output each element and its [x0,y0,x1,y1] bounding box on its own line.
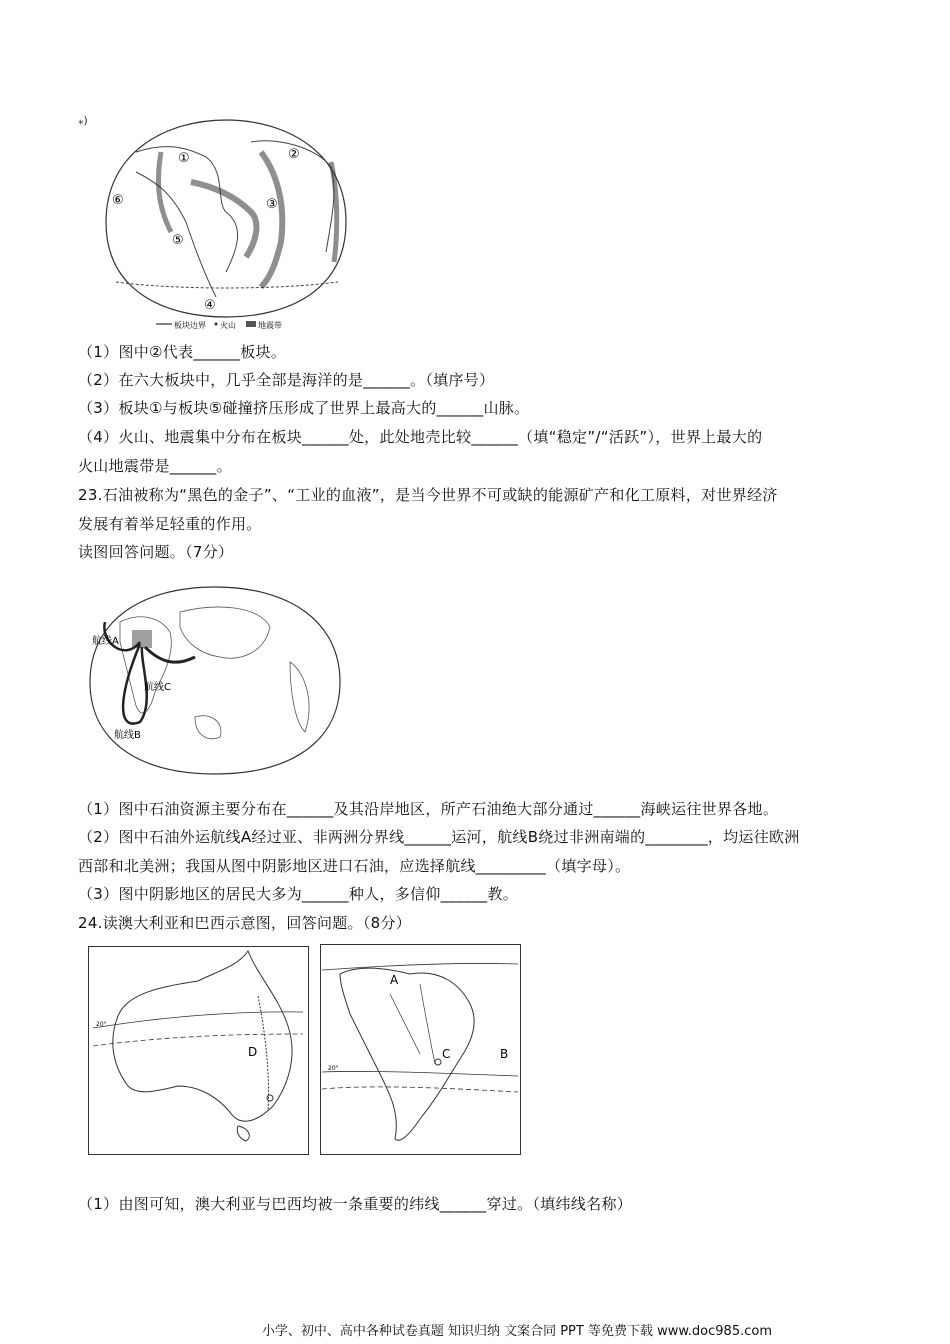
route-b-label: 航线B [114,730,141,741]
map-outline [106,120,346,317]
route-a-label: 航线A [92,636,119,647]
q22-item-1: （1）图中②代表______板块。 [78,343,287,361]
q23-item-2: （2）图中石油外运航线A经过亚、非两洲分界线______运河，航线B绕过非洲南端的________，均运往欧洲 [78,828,800,846]
footer-text: 小学、初中、高中各种试卷真题 知识归纳 文案合同 PPT 等免费下载 www.doc985.com [261,1324,772,1339]
q23-intro-line-3: 读图回答问题。（7分） [78,543,234,561]
figure-corner-label: ⁎) [78,114,88,127]
q22-item-4: （4）火山、地震集中分布在板块______处，此处地壳比较______（填“稳定”/“活跃”），世界上最大的 [78,428,763,446]
brazil-label-b: B [500,1047,509,1061]
q22-item-2: （2）在六大板块中，几乎全部是海洋的是______。（填序号） [78,371,495,389]
plate-label-3: ③ [266,197,278,212]
route-c-label: 航线C [144,682,171,693]
q23-item-2-cont: 西部和北美洲；我国从图中阴影地区进口石油，应选择航线_________（填字母）。 [78,857,631,875]
q23-intro-line-1: 23.石油被称为“黑色的金子”、“工业的血液”，是当今世界不可或缺的能源矿产和化工原料，对世界经济 [78,486,778,504]
legend-plate-boundary: 板块边界 [174,321,206,330]
plate-label-2: ② [288,147,300,162]
plate-label-6: ⑥ [112,193,124,208]
legend-seismic-belt: 地震带 [258,321,282,330]
brazil-label-c: C [442,1047,451,1061]
q22-item-3: （3）板块①与板块⑤碰撞挤压形成了世界上最高大的______山脉。 [78,399,530,417]
brazil-label-a: A [390,973,399,987]
plate-map-figure [76,112,376,337]
q22-item-4-cont: 火山地震带是______。 [78,457,232,475]
q24-item-1: （1）由图可知，澳大利亚与巴西均被一条重要的纬线______穿过。（填纬线名称） [78,1195,633,1213]
plate-label-5: ⑤ [172,233,184,248]
answer-blank[interactable]: ______ [193,343,241,361]
q23-item-1: （1）图中石油资源主要分布在______及其沿岸地区，所产石油绝大部分通过______海峡运往世界各地。 [78,800,779,818]
brazil-map-figure [320,944,522,1156]
answer-blank[interactable]: ______ [436,399,484,417]
oil-route-map-figure [80,582,350,777]
legend-volcano: 火山 [220,321,236,330]
australia-latitude-label: 20° [96,1021,107,1028]
australia-map-figure [88,946,310,1156]
q23-intro-line-2: 发展有着举足轻重的作用。 [78,515,262,533]
brazil-latitude-label: 20° [328,1065,339,1072]
plate-label-4: ④ [204,298,216,313]
plate-label-1: ① [178,151,190,166]
q24-intro: 24.读澳大利亚和巴西示意图，回答问题。（8分） [78,914,412,932]
australia-label-d: D [248,1045,258,1059]
page-footer [0,1320,950,1339]
answer-blank[interactable]: ______ [363,371,411,389]
q23-item-3: （3）图中阴影地区的居民大多为______种人，多信仰______教。 [78,885,519,903]
